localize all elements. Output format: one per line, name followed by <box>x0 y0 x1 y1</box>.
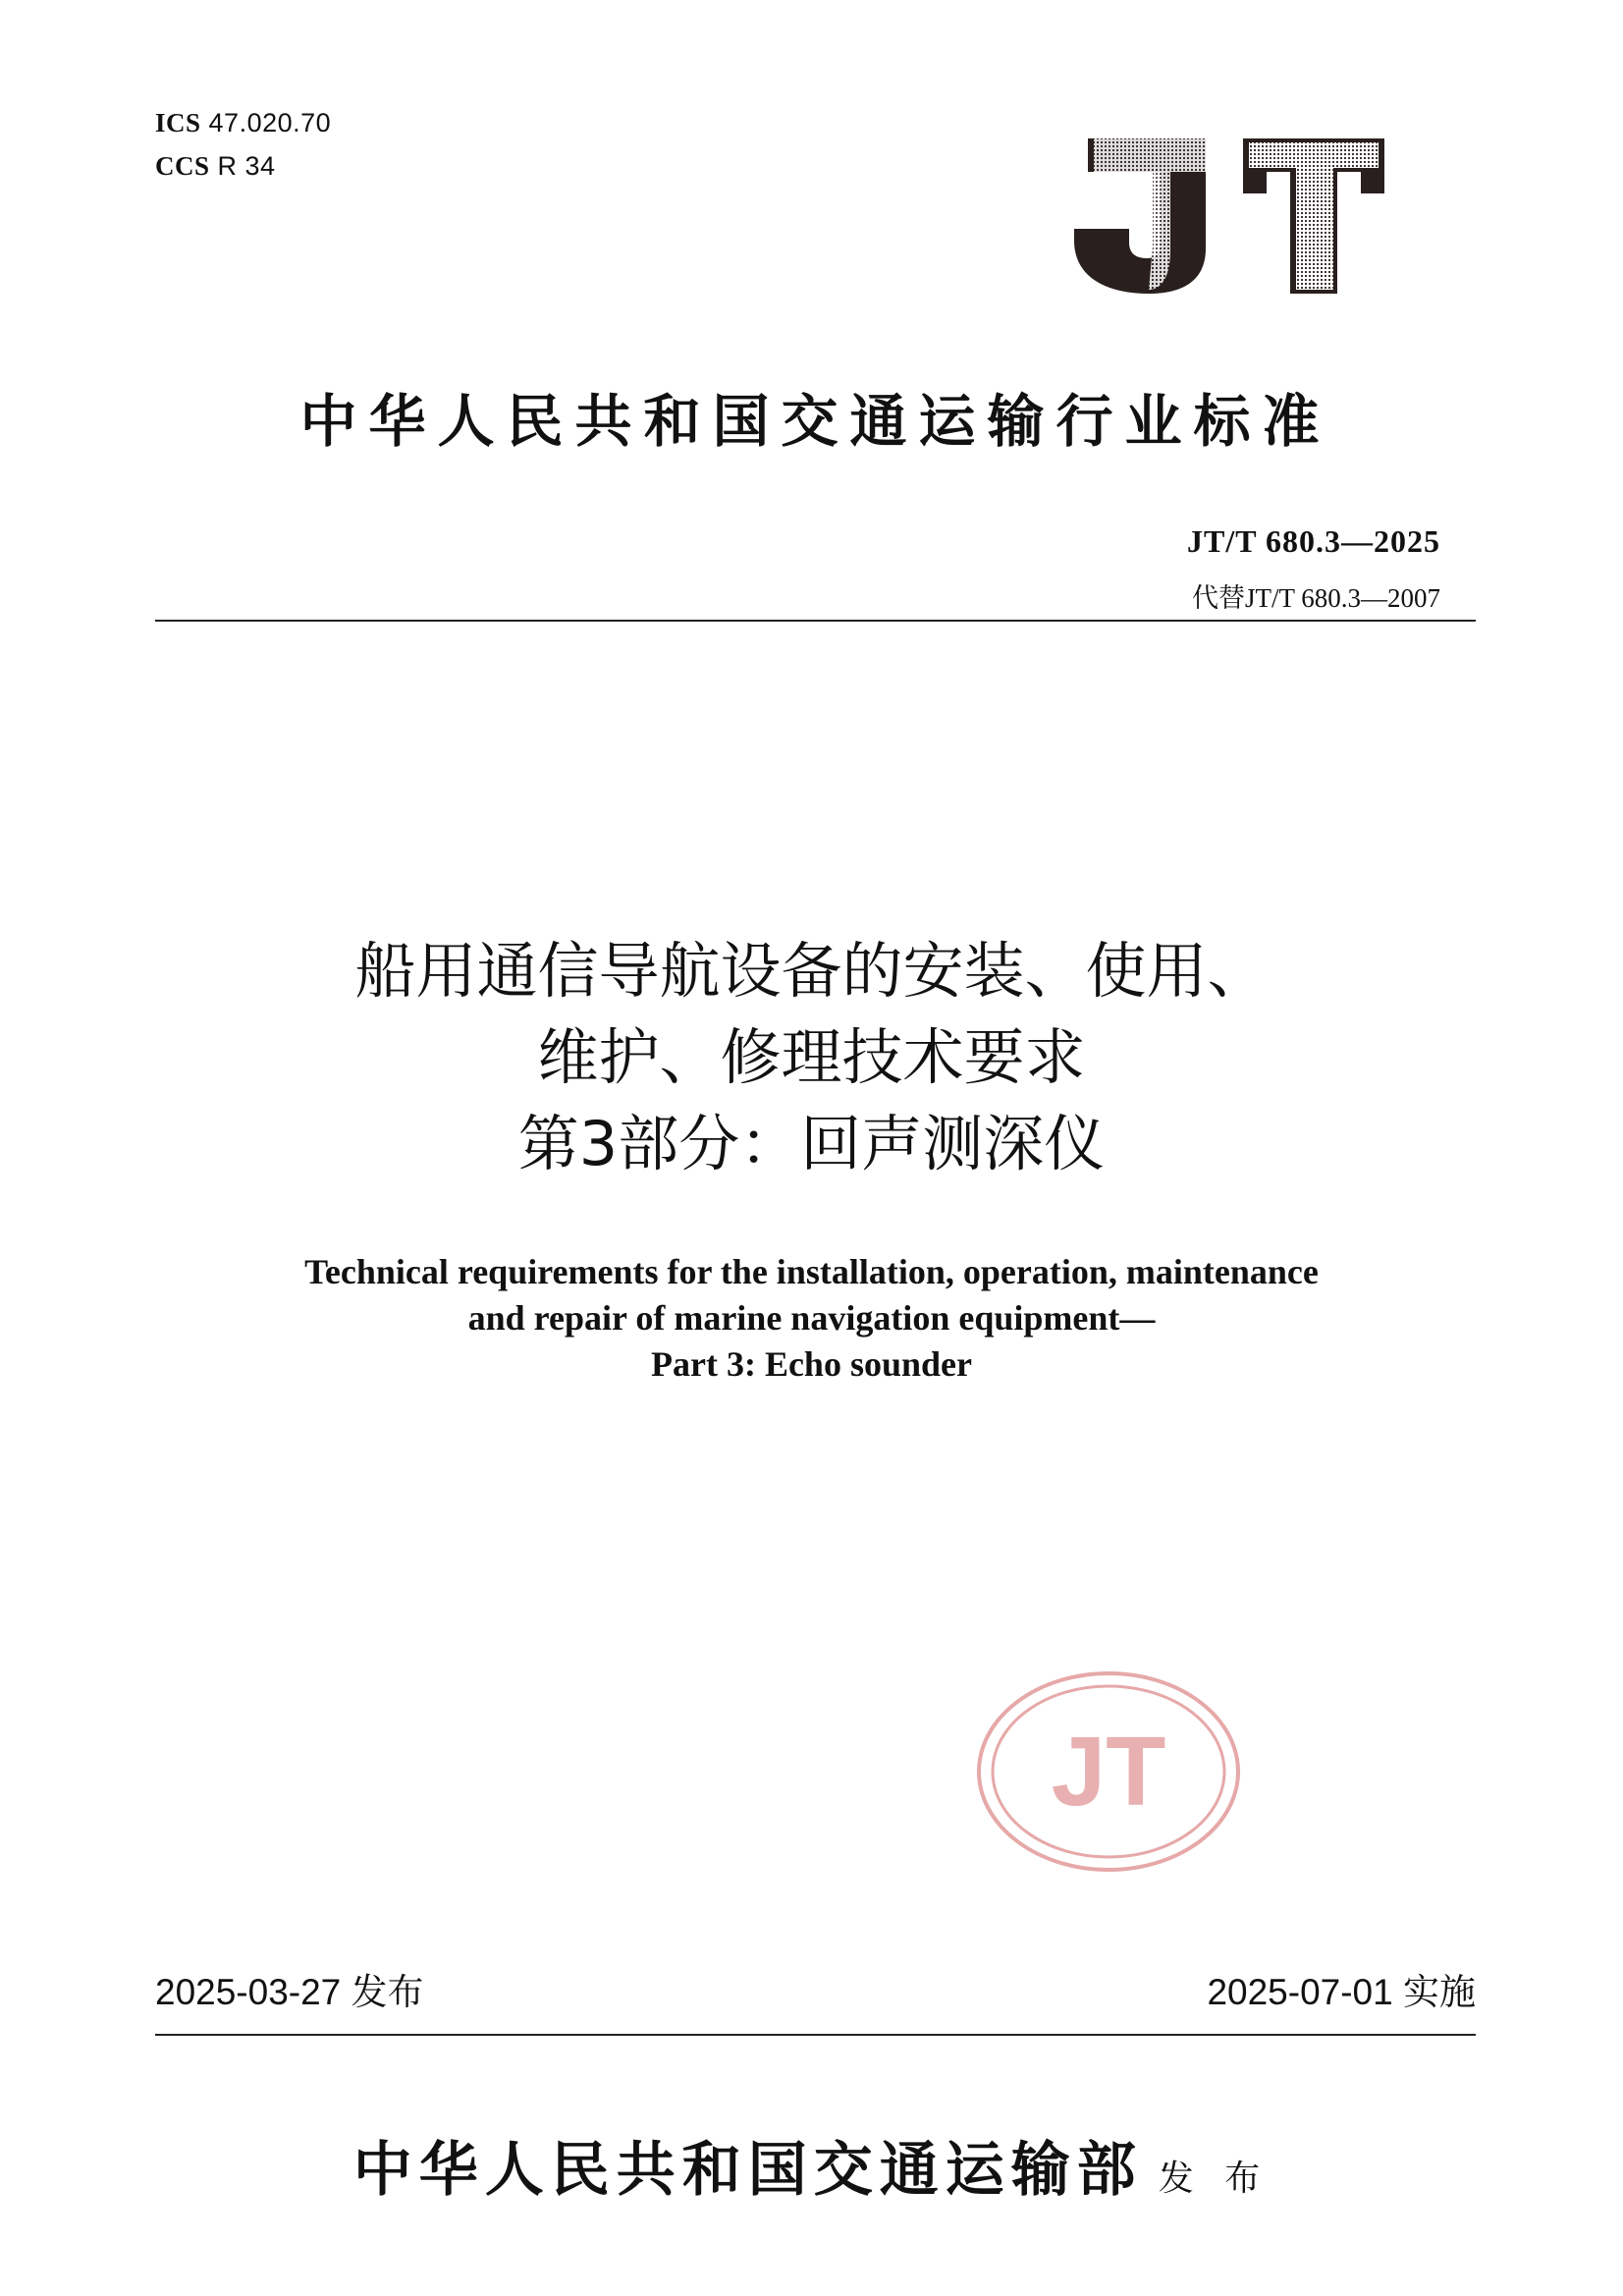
jt-logo-icon <box>1068 133 1392 300</box>
standard-number: JT/T 680.3—2025 <box>1187 523 1440 559</box>
stamp-text: JT <box>1051 1717 1166 1827</box>
footer-divider <box>155 2034 1476 2036</box>
issue-date: 2025-03-27 发布 <box>155 1972 424 2012</box>
publisher <box>0 2136 1623 2205</box>
ccs-value: R 34 <box>217 151 276 181</box>
ics-label: ICS <box>155 108 201 137</box>
jt-watermark-stamp-icon <box>975 1669 1242 1874</box>
english-title <box>0 1249 1623 1388</box>
chinese-title-line: 第3部分：回声测深仪 <box>517 1108 1106 1179</box>
ics-value: 47.020.70 <box>208 108 332 137</box>
implementation-date: 2025-07-01 实施 <box>1207 1972 1476 2012</box>
ccs-label: CCS <box>155 151 210 181</box>
ccs-code <box>155 153 276 180</box>
chinese-title-line: 维护、修理技术要求 <box>537 1021 1086 1093</box>
chinese-title <box>0 928 1623 1187</box>
header-divider <box>155 620 1476 622</box>
ics-code <box>155 110 331 137</box>
publisher-name: 中华人民共和国交通运输部 <box>352 2136 1143 2205</box>
replaces-standard: 代替JT/T 680.3—2007 <box>1191 583 1440 613</box>
publisher-action: 发 布 <box>1158 2159 1271 2199</box>
english-title-line: Technical requirements for the installation, operation, maintenance <box>304 1252 1319 1291</box>
english-title-line: and repair of marine navigation equipment— <box>467 1298 1156 1338</box>
english-title-line: Part 3: Echo sounder <box>651 1344 972 1384</box>
logo-text: JT <box>1068 133 1069 134</box>
chinese-title-line: 船用通信导航设备的安装、使用、 <box>354 935 1269 1007</box>
standard-category-title: 中华人民共和国交通运输行业标准 <box>299 388 1331 455</box>
